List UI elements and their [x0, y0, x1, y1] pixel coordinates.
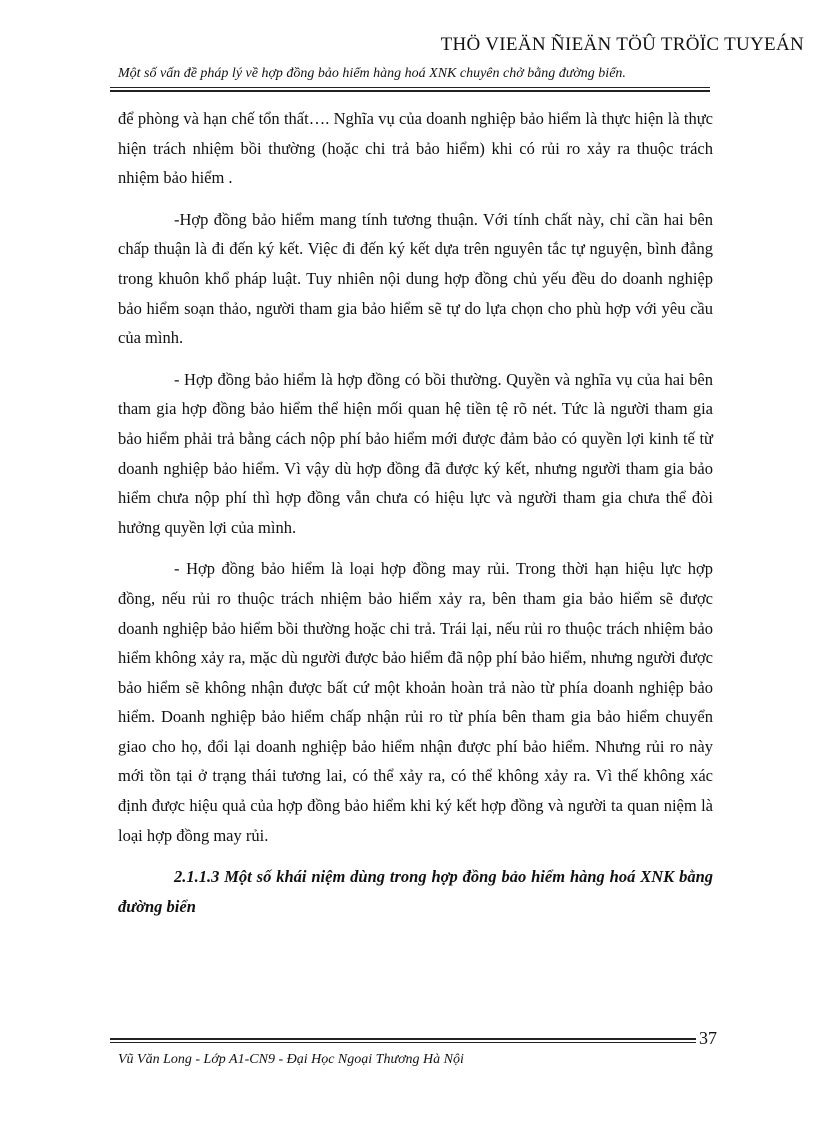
body-paragraph-4: - Hợp đồng bảo hiểm là loại hợp đồng may rủi. Trong thời hạn hiệu lực hợp đồng, nếu rủi ro thuộc trách nhiệm bảo hiểm xảy ra, bên tham gia bảo hiểm sẽ được doanh nghiệp bảo hiểm bồi thường hoặc chi trả. Trái lại, nếu rủi ro thuộc trách nhiệm bảo hiểm không xảy ra, mặc dù người được bảo hiểm đã nộp phí bảo hiểm, nhưng người được bảo hiểm sẽ không nhận được bất cứ một khoản hoàn trả nào từ phía doanh nghiệp bảo hiểm. Doanh nghiệp bảo hiểm chấp nhận rủi ro từ phía bên tham gia bảo hiểm chuyển giao cho họ, đổi lại doanh nghiệp bảo hiểm nhận được phí bảo hiểm. Nhưng rủi ro này mới tồn tại ở trạng thái tương lai, có thể xảy ra, có thể không xảy ra. Vì thế không xác định được hiệu quả của hợp đồng bảo hiểm khi ký kết hợp đồng và người ta quan niệm là loại hợp đồng may rủi. [118, 559, 713, 845]
page-number: 37 [699, 1028, 717, 1048]
header-rule-thick [110, 90, 710, 92]
body-paragraph-1: để phòng và hạn chế tổn thất…. Nghĩa vụ của doanh nghiệp bảo hiểm là thực hiện là thực hiện trách nhiệm bồi thường (hoặc chi trả bảo hiểm) khi có rủi ro xảy ra thuộc trách nhiệm bảo hiểm . [118, 109, 713, 188]
watermark-text: THÖ VIEÄN ÑIEÄN TÖÛ TRÖÏC TUYEÁN [440, 34, 804, 55]
footer-rule [110, 1038, 696, 1040]
section-heading: 2.1.1.3 Một số khái niệm dùng trong hợp đồng bảo hiểm hàng hoá XNK bằng đường biển [118, 867, 713, 916]
footer-author: Vũ Văn Long - Lớp A1-CN9 - Đại Học Ngoại Thương Hà Nội [118, 1052, 464, 1067]
header-rule [110, 87, 710, 88]
footer-rule-thin [110, 1042, 696, 1043]
page-body [118, 104, 713, 921]
body-paragraph-2: -Hợp đồng bảo hiểm mang tính tương thuận. Với tính chất này, chỉ cần hai bên chấp thuận là đi đến ký kết. Việc đi đến ký kết dựa trên nguyên tắc tự nguyện, bình đẳng trong khuôn khổ pháp luật. Tuy nhiên nội dung hợp đồng chủ yếu đều do doanh nghiệp bảo hiểm soạn thảo, người tham gia bảo hiểm sẽ tự do lựa chọn cho phù hợp với yêu cầu của mình. [118, 209, 713, 348]
body-paragraph-3: - Hợp đồng bảo hiểm là hợp đồng có bồi thường. Quyền và nghĩa vụ của hai bên tham gia hợp đồng bảo hiểm thể hiện mối quan hệ tiền tệ rõ nét. Tức là người tham gia bảo hiểm phải trả bằng cách nộp phí bảo hiểm mới được đảm bảo có quyền lợi kinh tế từ doanh nghiệp bảo hiểm. Vì vậy dù hợp đồng đã được ký kết, nhưng người tham gia bảo hiểm chưa nộp phí thì hợp đồng vẫn chưa có hiệu lực và người tham gia chưa thể đòi hưởng quyền lợi của mình. [118, 369, 713, 537]
running-header-title: Một số vấn đề pháp lý về hợp đồng bảo hiểm hàng hoá XNK chuyên chở bằng đường biển. [118, 66, 626, 81]
